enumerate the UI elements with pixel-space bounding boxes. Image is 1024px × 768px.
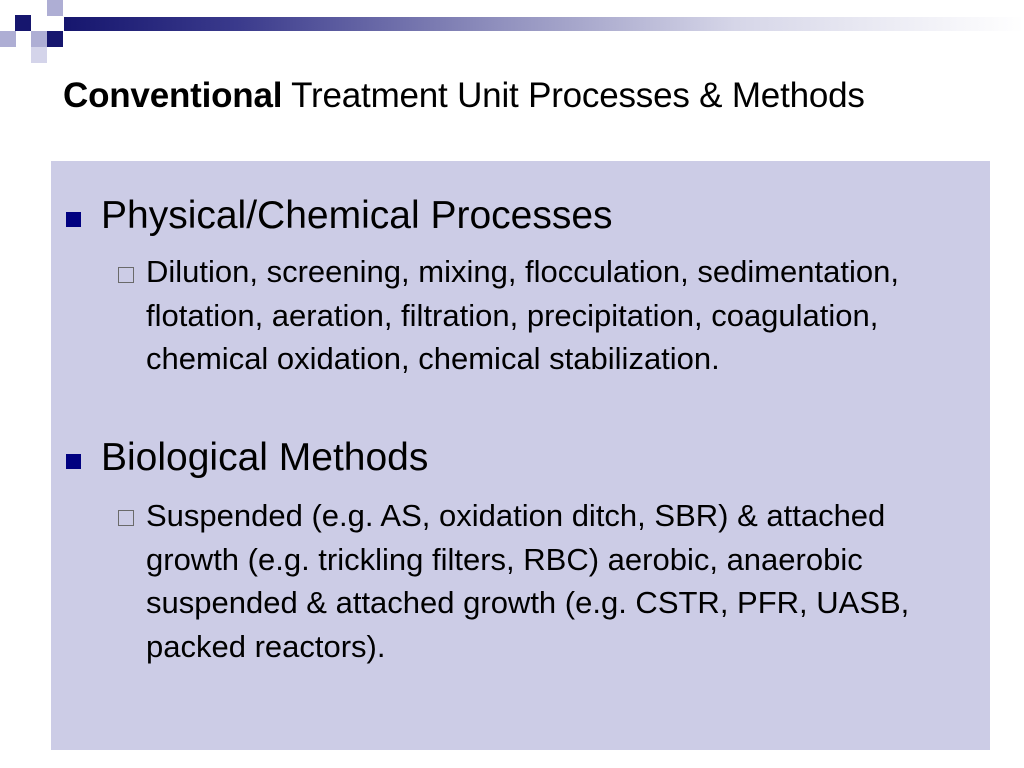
sub-bullet-text: Dilution, screening, mixing, flocculation, sedimentation, flotation, aeration, filtration, precipitation, coagulation, chemical oxidation, chemical stabilization. [146,254,899,376]
bullet-square-icon [66,454,81,469]
corner-square [0,31,16,47]
corner-square [47,31,63,47]
content-box [51,161,990,750]
bullet-heading: Biological Methods [101,436,429,479]
hollow-square-bullet-icon [118,267,134,283]
corner-square [31,31,47,47]
slide-title [63,74,865,118]
title-rest-part: Treatment Unit Processes & Methods [282,76,865,115]
bullet-heading: Physical/Chemical Processes [101,194,613,237]
bullet-square-icon [66,212,81,227]
corner-square [47,0,63,16]
corner-square [15,15,31,31]
header-gradient-bar [64,17,1024,31]
sub-bullet-text: Suspended (e.g. AS, oxidation ditch, SBR) & attached growth (e.g. trickling filters, RBC) aerobic, anaerobic suspended & attached growth (e.g. CSTR, PFR, UASB, packed reactors). [146,498,910,664]
hollow-square-bullet-icon [118,510,134,526]
corner-decoration [0,0,80,64]
title-bold-part: Conventional [63,76,283,115]
corner-square [31,47,47,63]
